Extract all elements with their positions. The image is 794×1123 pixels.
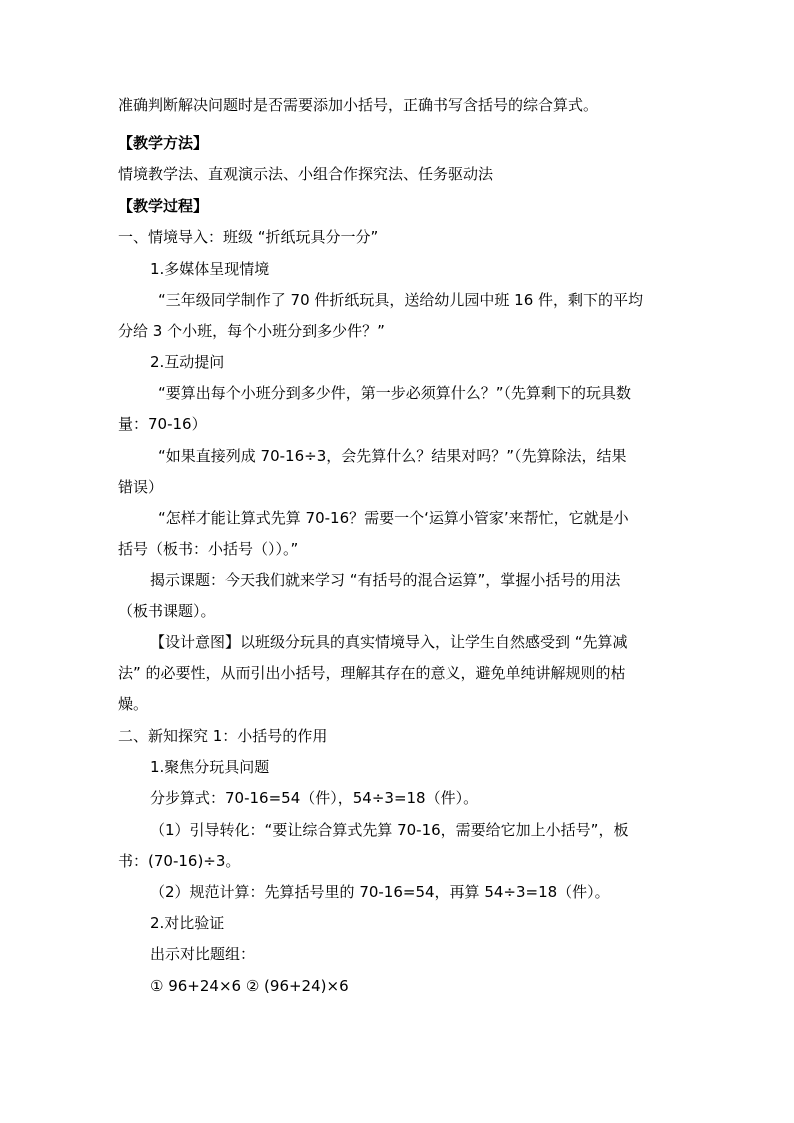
step-heading: 1.聚焦分玩具问题 [150,758,270,776]
text-line: “如果直接列成 70-16÷3，会先算什么？结果对吗？”（先算除法，结果 [158,447,627,465]
text-line: （板书课题）。 [118,602,216,620]
text-line: “三年级同学制作了 70 件折纸玩具，送给幼儿园中班 16 件，剩下的平均 [158,291,644,309]
text-line: 书：(70-16)÷3。 [118,852,241,870]
text-line: 准确判断解决问题时是否需要添加小括号，正确书写含括号的综合算式。 [118,96,599,114]
text-line: ① 96+24×6 ② (96+24)×6 [150,977,349,995]
subheading-explore: 二、新知探究 1：小括号的作用 [118,727,328,745]
design-intent: 【设计意图】以班级分玩具的真实情境导入，让学生自然感受到 “先算减 [150,633,628,651]
text-line: 揭示课题：今天我们就来学习 “有括号的混合运算”，掌握小括号的用法 [150,571,621,589]
text-line: 情境教学法、直观演示法、小组合作探究法、任务驱动法 [118,165,494,183]
subheading-intro: 一、情境导入：班级 “折纸玩具分一分” [118,228,379,246]
text-line: “怎样才能让算式先算 70-16？需要一个‘运算小管家’来帮忙，它就是小 [158,509,629,527]
section-heading-methods: 【教学方法】 [118,134,209,152]
text-line: 括号（板书：小括号（））。” [118,540,299,558]
step-heading: 2.互动提问 [150,353,225,371]
text-line: 出示对比题组： [150,945,256,963]
text-line: 法” 的必要性，从而引出小括号，理解其存在的意义，避免单纯讲解规则的枯 [118,664,626,682]
text-line: （2）规范计算：先算括号里的 70-16=54，再算 54÷3=18（件）。 [150,883,610,901]
section-heading-process: 【教学过程】 [118,197,209,215]
text-line: “要算出每个小班分到多少件，第一步必须算什么？”（先算剩下的玩具数 [158,384,632,402]
text-line: 量：70-16） [118,415,207,433]
text-line: 燥。 [118,695,149,713]
text-line: 分给 3 个小班，每个小班分到多少件？” [118,322,385,340]
text-line: 错误） [118,478,164,496]
step-heading: 2.对比验证 [150,914,225,932]
text-line: 分步算式：70-16=54（件），54÷3=18（件）。 [150,789,479,807]
text-line: （1）引导转化：“要让综合算式先算 70-16，需要给它加上小括号”，板 [150,821,629,839]
step-heading: 1.多媒体呈现情境 [150,260,270,278]
